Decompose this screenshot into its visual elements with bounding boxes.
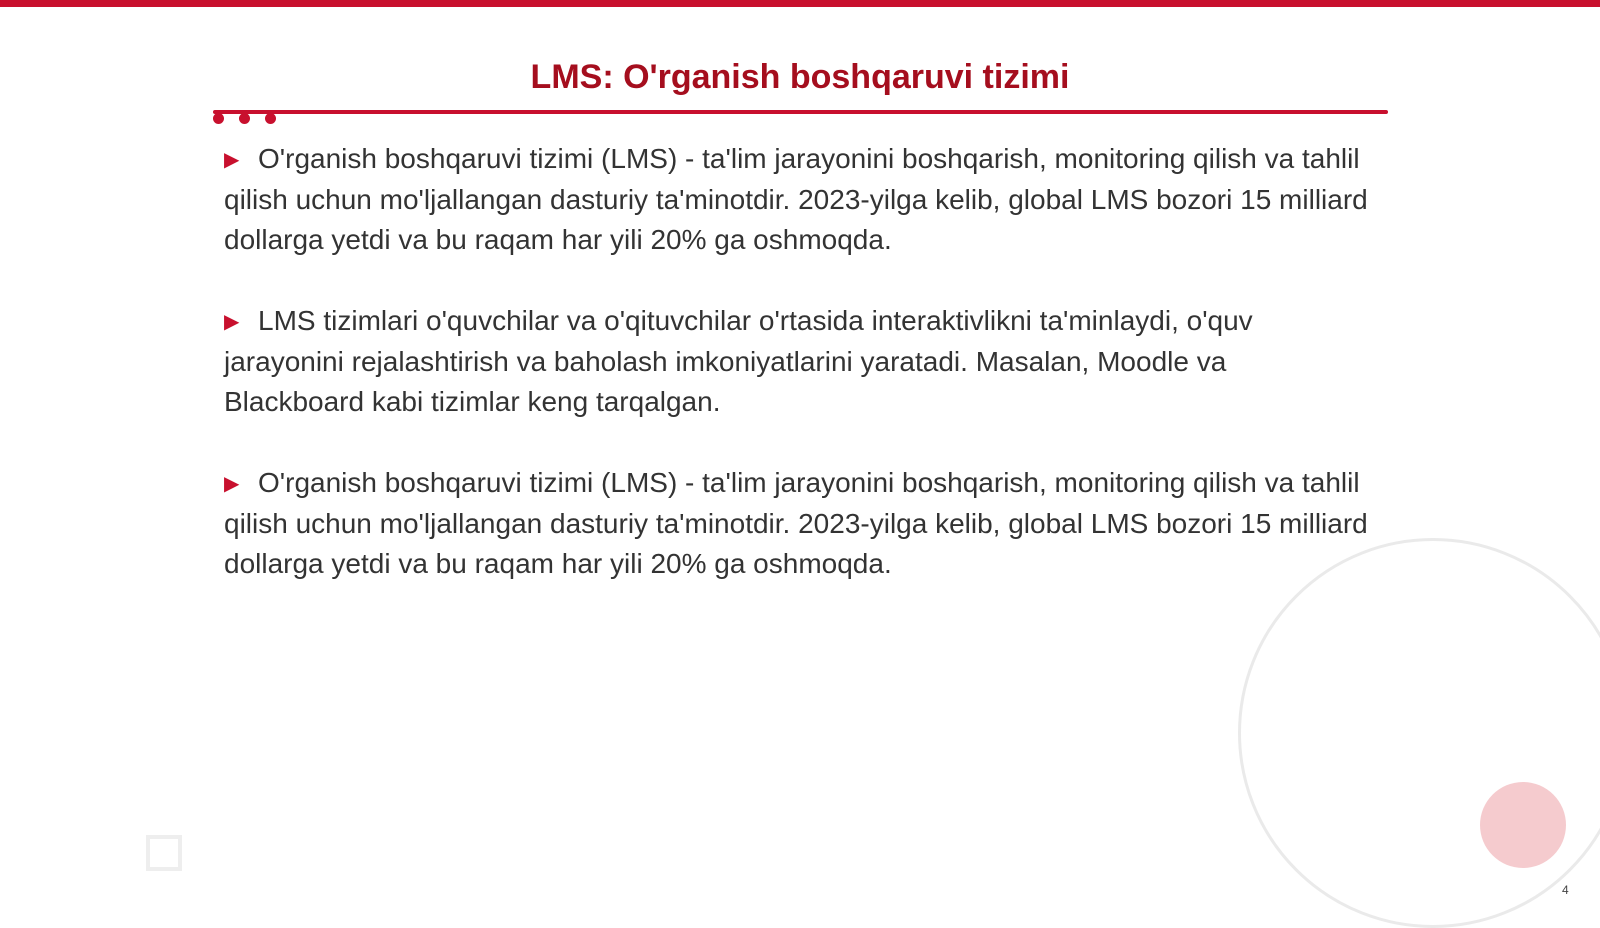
bullet-item: [224, 139, 1374, 260]
top-accent-bar: [0, 0, 1600, 7]
bullet-item: [224, 301, 1374, 422]
title-underline: [213, 110, 1388, 114]
underline-dot: [265, 113, 276, 124]
slide-title: LMS: O'rganish boshqaruvi tizimi: [530, 58, 1070, 96]
title-underline-dots: [213, 113, 283, 125]
decorative-circle-outline: [1238, 538, 1600, 928]
triangle-right-icon: ▶: [224, 149, 240, 171]
decorative-pink-dot: [1480, 782, 1566, 868]
bullet-text: LMS tizimlari o'quvchilar va o'qituvchilar o'rtasida interaktivlikni ta'minlaydi, o'quv jarayonini rejalashtirish va baholash imkoniyatlarini yaratadi. Masalan, Moodle va Blackboard kabi tizimlar keng tarqalgan.: [224, 305, 1253, 417]
bullet-text: O'rganish boshqaruvi tizimi (LMS) - ta'lim jarayonini boshqarish, monitoring qilish va tahlil qilish uchun mo'ljallangan dasturiy ta'minotdir. 2023-yilga kelib, global LMS bozori 15 milliard dollarga yetdi va bu raqam har yili 20% ga oshmoqda.: [224, 143, 1368, 255]
triangle-right-icon: ▶: [224, 473, 240, 495]
bullet-text: O'rganish boshqaruvi tizimi (LMS) - ta'lim jarayonini boshqarish, monitoring qilish va tahlil qilish uchun mo'ljallangan dasturiy ta'minotdir. 2023-yilga kelib, global LMS bozori 15 milliard dollarga yetdi va bu raqam har yili 20% ga oshmoqda.: [224, 467, 1368, 579]
decorative-square-outline: [146, 835, 182, 871]
page-number: 4: [1562, 883, 1569, 897]
underline-dot: [213, 113, 224, 124]
underline-dot: [239, 113, 250, 124]
triangle-right-icon: ▶: [224, 311, 240, 333]
bullet-list: [224, 139, 1374, 625]
bullet-item: [224, 463, 1374, 584]
